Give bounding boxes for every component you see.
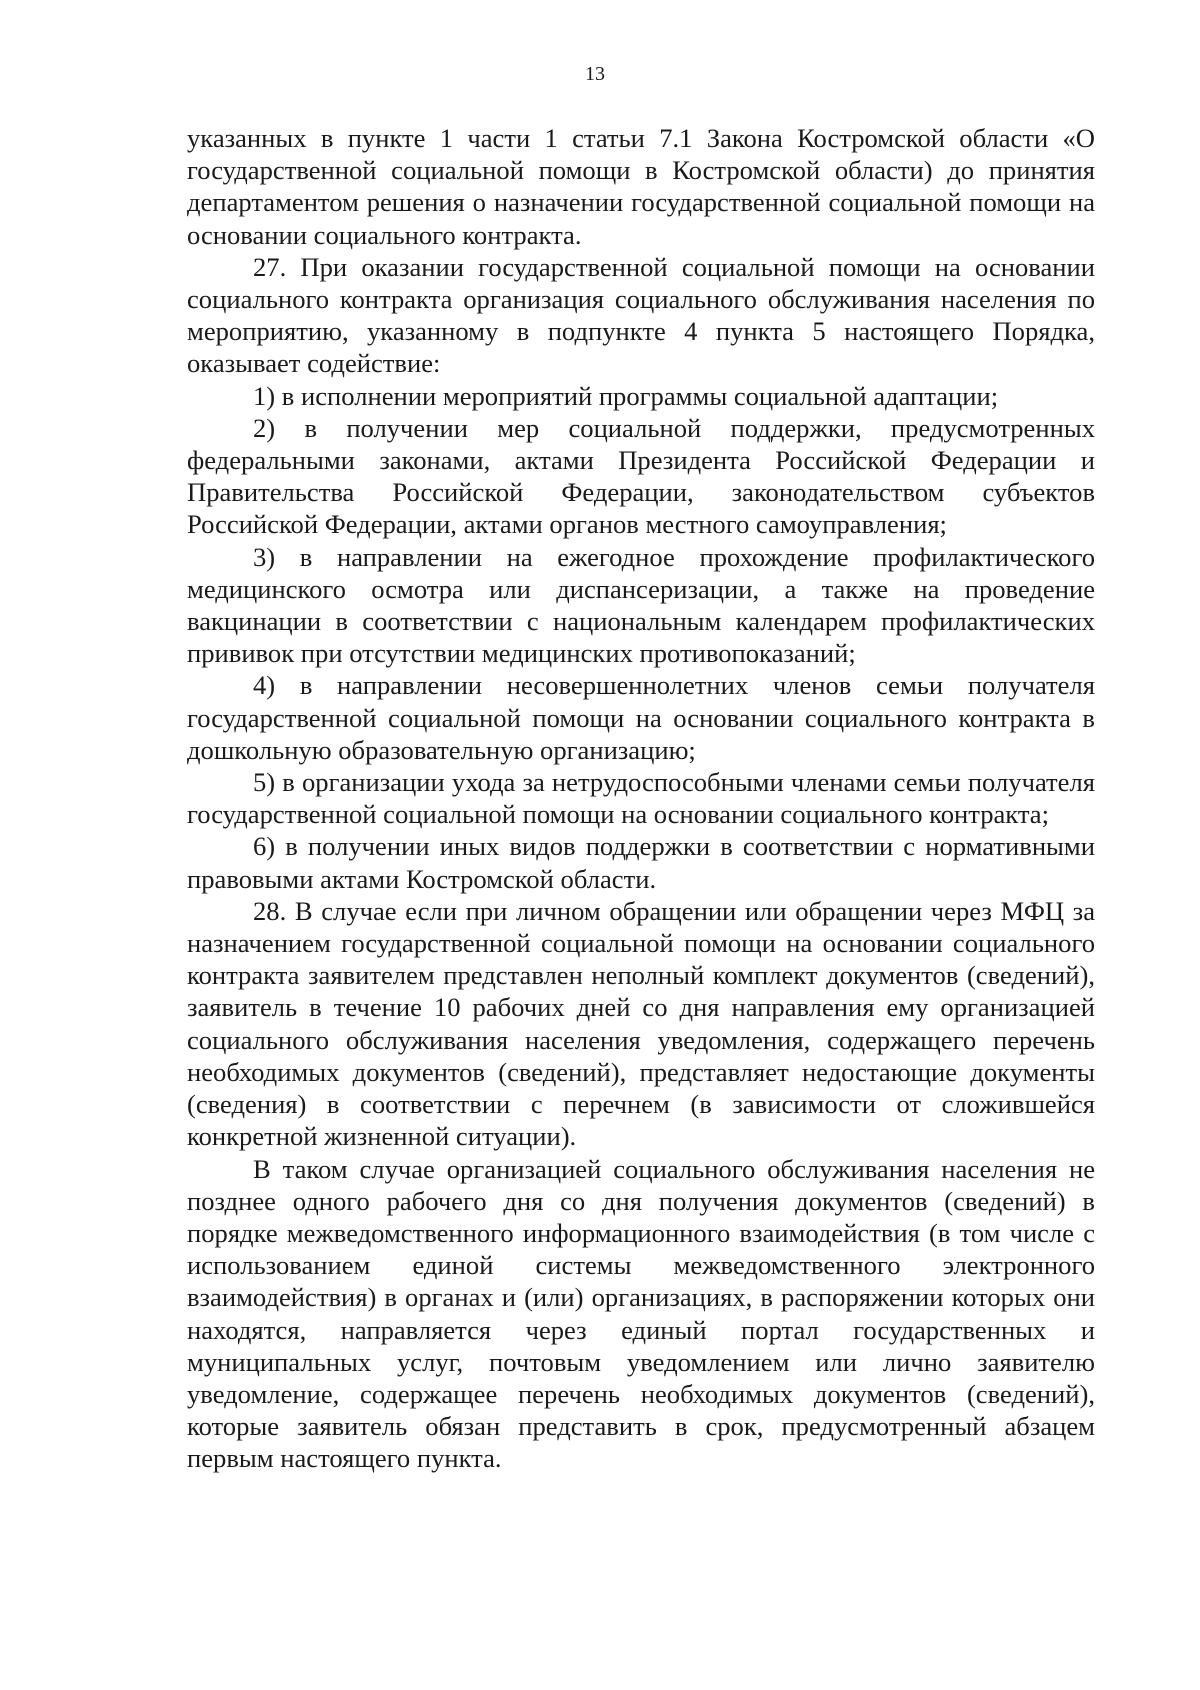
paragraph-clause-28-second: В таком случае организацией социального обслуживания населения не позднее одного рабочего дня со дня получения документов (сведений) в порядке межведомственного информационного взаимодействия (в том числе с использованием единой системы межведомственного электронного взаимодействия) в органах и (или) организациях, в распоряжении которых они находятся, направляется через единый портал государственных и муниципальных услуг, почтовым уведомлением или лично заявителю уведомление, содержащее перечень необходимых документов (сведений), которые заявитель обязан представить в срок, предусмотренный абзацем первым настоящего пункта. — [187, 1153, 1095, 1474]
paragraph-clause-27: 27. При оказании государственной социальной помощи на основании социального контракта организация социального обслуживания населения по мероприятию, указанному в подпункте 4 пункта 5 настоящего Порядка, оказывает содействие: — [187, 251, 1095, 379]
list-item-5: 5) в организации ухода за нетрудоспособными членами семьи получателя государственной социальной помощи на основании социального контракта; — [187, 767, 1095, 830]
document-body — [187, 122, 1095, 1475]
list-item-2: 2) в получении мер социальной поддержки, предусмотренных федеральными законами, актами Президента Российской Федерации и Правительства Российской Федерации, законодательством субъектов Российской Федерации, актами органов местного самоуправления; — [187, 412, 1095, 540]
paragraph-clause-28: 28. В случае если при личном обращении или обращении через МФЦ за назначением государственной социальной помощи на основании социального контракта заявителем представлен неполный комплект документов (сведений), заявитель в течение 10 рабочих дней со дня направления ему организацией социального обслуживания населения уведомления, содержащего перечень необходимых документов (сведений), представляет недостающие документы (сведения) в соответствии с перечнем (в зависимости от сложившейся конкретной жизненной ситуации). — [187, 895, 1095, 1152]
list-item-1: 1) в исполнении мероприятий программы социальной адаптации; — [253, 380, 999, 411]
list-item-3: 3) в направлении на ежегодное прохождение профилактического медицинского осмотра или диспансеризации, а также на проведение вакцинации в соответствии с национальным календарем профилактических прививок при отсутствии медицинских противопоказаний; — [187, 541, 1095, 669]
page-number: 13 — [585, 63, 605, 85]
list-item-4: 4) в направлении несовершеннолетних членов семьи получателя государственной социальной помощи на основании социального контракта в дошкольную образовательную организацию; — [187, 670, 1095, 765]
list-item-6: 6) в получении иных видов поддержки в соответствии с нормативными правовыми актами Костромской области. — [187, 831, 1095, 894]
paragraph-continuation: указанных в пункте 1 части 1 статьи 7.1 Закона Костромской области «О государственной социальной помощи в Костромской области) до принятия департаментом решения о назначении государственной социальной помощи на основании социального контракта. — [187, 123, 1095, 250]
